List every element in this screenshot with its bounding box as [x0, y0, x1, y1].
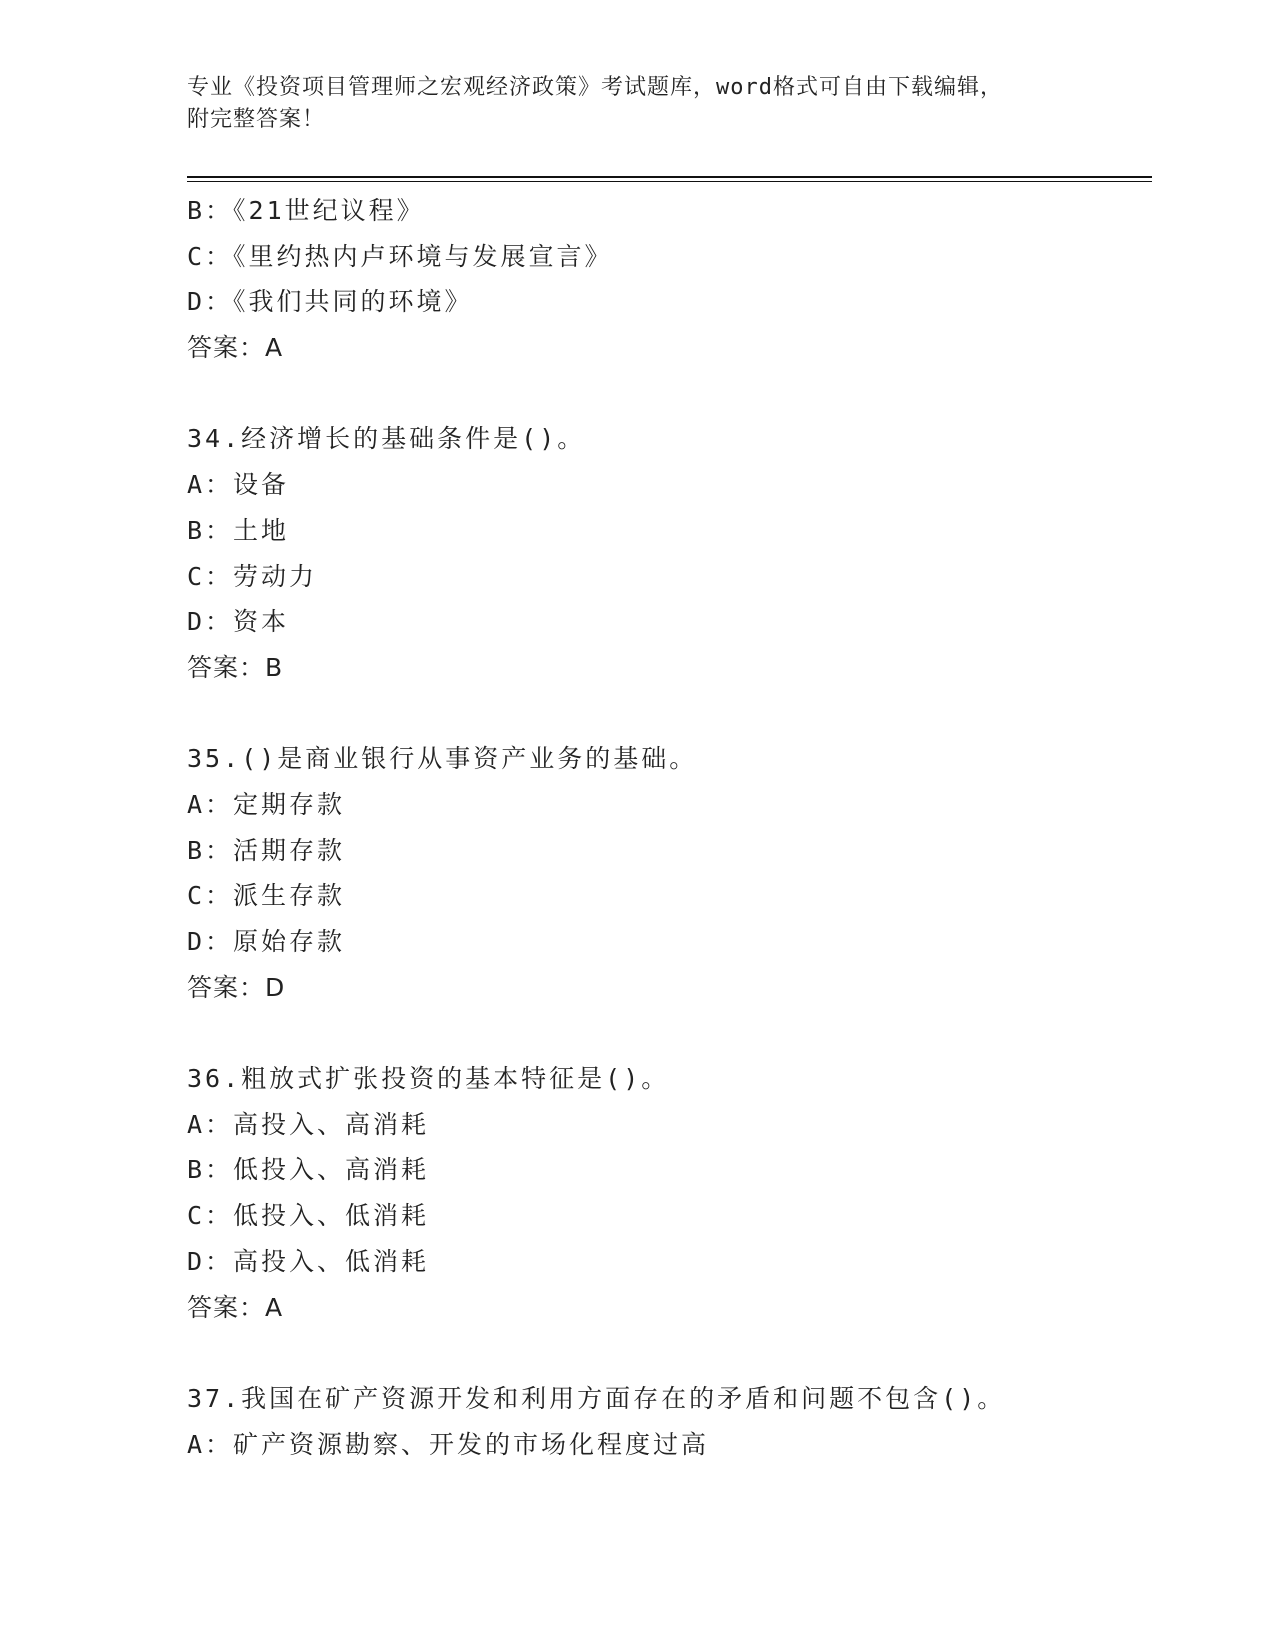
- question-block-36: [187, 1056, 1152, 1330]
- question-block-37: [187, 1376, 1152, 1467]
- question-block-34: [187, 416, 1152, 690]
- option-line: B：《21世纪议程》: [187, 196, 425, 225]
- option-line: B：低投入、高消耗: [187, 1155, 430, 1185]
- answer-line: 答案：D: [187, 972, 286, 1002]
- spacer: [187, 1330, 1152, 1376]
- header-line-2: 附完整答案！: [187, 107, 326, 132]
- question-stem: 36.粗放式扩张投资的基本特征是()。: [187, 1064, 670, 1094]
- option-line: C：《里约热内卢环境与发展宣言》: [187, 241, 613, 271]
- question-stem: 35.()是商业银行从事资产业务的基础。: [187, 744, 698, 774]
- header-divider-thick: [187, 176, 1152, 178]
- spacer: [187, 371, 1152, 417]
- header-line-1: 专业《投资项目管理师之宏观经济政策》考试题库，word格式可自由下载编辑，: [187, 75, 1003, 100]
- option-line: D：高投入、低消耗: [187, 1246, 430, 1276]
- option-line: B：土地: [187, 515, 290, 545]
- spacer: [187, 691, 1152, 737]
- question-list: [187, 188, 1152, 1467]
- question-stem: 34.经济增长的基础条件是()。: [187, 424, 586, 454]
- answer-line: 答案：A: [187, 1292, 284, 1322]
- question-block-35: [187, 736, 1152, 1010]
- option-line: A：高投入、高消耗: [187, 1109, 430, 1139]
- option-line: A：定期存款: [187, 789, 346, 819]
- question-stem: 37.我国在矿产资源开发和利用方面存在的矛盾和问题不包含()。: [187, 1383, 1006, 1413]
- option-line: A：设备: [187, 470, 290, 500]
- option-line: B：活期存款: [187, 835, 346, 865]
- option-line: C：劳动力: [187, 561, 318, 591]
- option-line: D：资本: [187, 607, 290, 637]
- document-header: [187, 72, 1047, 136]
- question-block-33-fragment: [187, 188, 1152, 371]
- option-line: D：《我们共同的环境》: [187, 287, 473, 317]
- option-line: C：低投入、低消耗: [187, 1201, 430, 1231]
- option-line: A：矿产资源勘察、开发的市场化程度过高: [187, 1429, 710, 1459]
- answer-line: 答案：A: [187, 333, 284, 363]
- header-divider-thin: [187, 181, 1152, 182]
- answer-line: 答案：B: [187, 652, 284, 682]
- option-line: C：派生存款: [187, 881, 346, 911]
- spacer: [187, 1010, 1152, 1056]
- option-line: D：原始存款: [187, 927, 346, 956]
